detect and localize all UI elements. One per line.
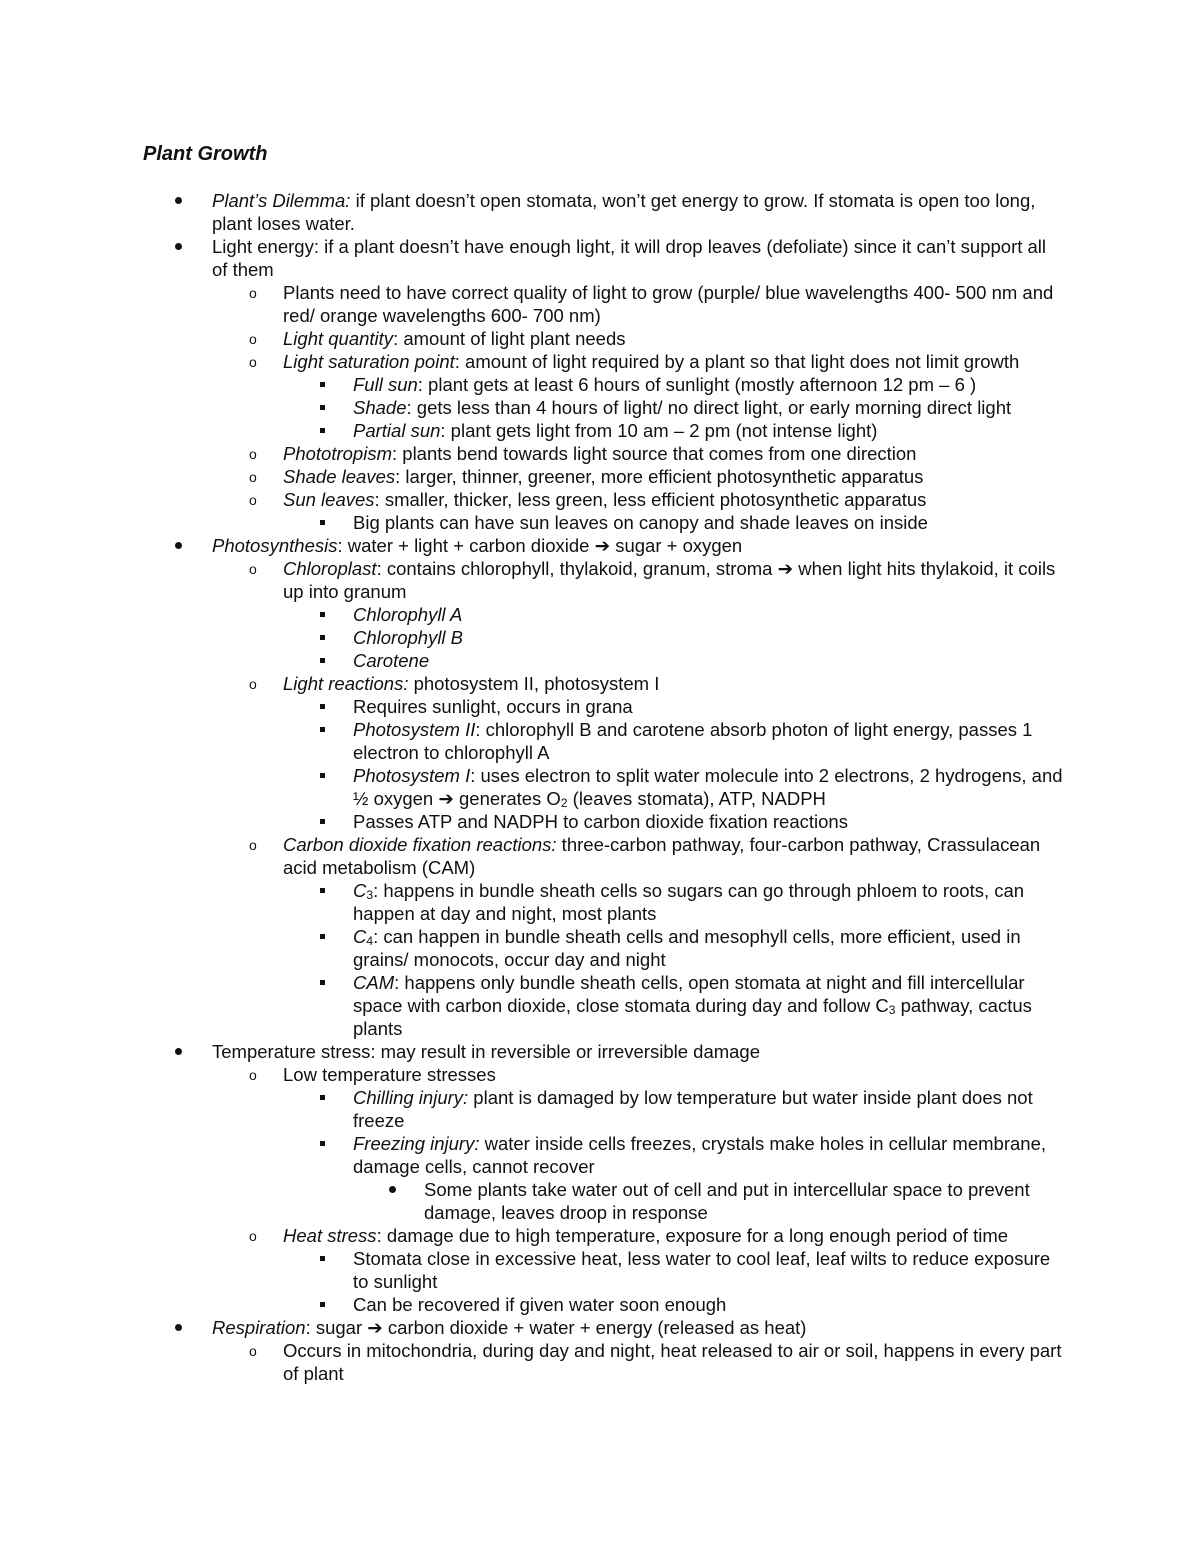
list-item: [353, 603, 1065, 626]
list-item-text: Full sun: plant gets at least 6 hours of sunlight (mostly afternoon 12 pm – 6 ): [353, 374, 977, 395]
list-item: [212, 1316, 1062, 1339]
list-item: [353, 649, 1065, 672]
list-item-text: Big plants can have sun leaves on canopy and shade leaves on inside: [353, 512, 928, 533]
page-title: Plant Growth: [143, 143, 268, 165]
list-item-text: Requires sunlight, occurs in grana: [353, 696, 633, 717]
list-item-text: Respiration: sugar ➔ carbon dioxide + water + energy (released as heat): [212, 1317, 807, 1338]
list-item: [212, 235, 1062, 281]
list-item-text: Plants need to have correct quality of light to grow (purple/ blue wavelengths 400- 500 nm and red/ orange wavelengths 600- 700 nm): [283, 282, 1054, 326]
list-item-text: Phototropism: plants bend towards light source that comes from one direction: [283, 443, 917, 464]
list-item-text: Can be recovered if given water soon enough: [353, 1294, 727, 1315]
list-item: o Phototropism: plants bend towards light source that comes from one direction: [249, 443, 917, 464]
list-item-text: Light quantity: amount of light plant needs: [283, 328, 626, 349]
list-item-text: $C_3$: happens in bundle sheath cells so sugars can go through phloem to roots, can happen at day and night, most plants: [353, 880, 1025, 924]
list-item: [353, 1086, 1065, 1132]
list-item: [353, 1247, 1065, 1293]
list-item: o Shade leaves: larger, thinner, greener, more efficient photosynthetic apparatus: [249, 466, 924, 487]
list-item: o Occurs in mitochondria, during day and night, heat released to air or soil, happens in every part of plant: [249, 1340, 1062, 1384]
list-item-text: Carotene: [353, 650, 430, 671]
list-item-text: Chloroplast: contains chlorophyll, thylakoid, granum, stroma ➔ when light hits thylakoid, it coils up into granum: [283, 558, 1056, 602]
list-item: [353, 925, 1065, 971]
list-item: [212, 534, 1062, 557]
list-item-text: Chlorophyll A: [353, 604, 463, 625]
list-item-text: Light energy: if a plant doesn’t have enough light, it will drop leaves (defoliate) since it can’t support all of them: [212, 236, 1047, 280]
list-item-text: Chilling injury: plant is damaged by low temperature but water inside plant does not freeze: [353, 1087, 1033, 1131]
list-item-text: Sun leaves: smaller, thicker, less green, less efficient photosynthetic apparatus: [283, 489, 927, 510]
list-item-text: Freezing injury: water inside cells freezes, crystals make holes in cellular membrane, damage cells, cannot recover: [353, 1133, 1046, 1177]
list-item: [212, 189, 1062, 235]
list-item-text: Partial sun: plant gets light from 10 am – 2 pm (not intense light): [353, 420, 878, 441]
list-item: o Plants need to have correct quality of light to grow (purple/ blue wavelengths 400- 500 nm and red/ orange wavelengths 600- 700 nm): [249, 282, 1054, 326]
list-item-text: Stomata close in excessive heat, less water to cool leaf, leaf wilts to reduce exposure to sunlight: [353, 1248, 1051, 1292]
list-item-text: Chlorophyll B: [353, 627, 464, 648]
list-item-text: Some plants take water out of cell and put in intercellular space to prevent damage, leaves droop in response: [424, 1179, 1030, 1223]
list-item-text: Heat stress: damage due to high temperature, exposure for a long enough period of time: [283, 1225, 1009, 1246]
list-item-text: Temperature stress: may result in reversible or irreversible damage: [212, 1041, 761, 1062]
list-item: [353, 1132, 1065, 1178]
list-item-text: Light reactions: photosystem II, photosystem I: [283, 673, 660, 694]
list-item: [353, 764, 1065, 810]
list-item: o Light saturation point: amount of light required by a plant so that light does not limit growth: [249, 351, 1020, 372]
list-item: [353, 396, 1065, 419]
list-item: [353, 695, 1065, 718]
list-item-text: Photosystem I: uses electron to split water molecule into 2 electrons, 2 hydrogens, and ½ oxygen ➔ generates $O_2$ (leaves stomata), ATP, NADPH: [353, 765, 1063, 810]
list-item-text: Plant’s Dilemma: if plant doesn’t open stomata, won’t get energy to grow. If stomata is open too long, plant loses water.: [212, 190, 1036, 234]
list-item: [353, 879, 1065, 925]
list-item: [353, 626, 1065, 649]
list-item: o Carbon dioxide fixation reactions: three-carbon pathway, four-carbon pathway, Crassulacean acid metabolism (CAM): [249, 834, 1041, 878]
list-item: [353, 373, 1065, 396]
list-item-text: CAM: happens only bundle sheath cells, open stomata at night and fill intercellular space with carbon dioxide, close stomata during day and follow $C_3$ pathway, cactus plants: [353, 972, 1032, 1039]
list-item-text: Shade leaves: larger, thinner, greener, more efficient photosynthetic apparatus: [283, 466, 924, 487]
list-item: o Low temperature stresses: [249, 1064, 496, 1085]
list-item: o Heat stress: damage due to high temperature, exposure for a long enough period of time: [249, 1225, 1009, 1246]
list-item-text: Photosynthesis: water + light + carbon dioxide ➔ sugar + oxygen: [212, 535, 743, 556]
list-item: [212, 1040, 1062, 1063]
list-item: o Light reactions: photosystem II, photosystem I: [249, 673, 660, 694]
list-item: o Chloroplast: contains chlorophyll, thylakoid, granum, stroma ➔ when light hits thylakoid, it coils up into granum: [249, 558, 1056, 602]
list-item-text: $C_4$: can happen in bundle sheath cells and mesophyll cells, more efficient, used in grains/ monocots, occur day and night: [353, 926, 1021, 970]
list-item-text: Carbon dioxide fixation reactions: three-carbon pathway, four-carbon pathway, Crassulacean acid metabolism (CAM): [283, 834, 1041, 878]
list-item: o Light quantity: amount of light plant needs: [249, 328, 626, 349]
list-item-text: Passes ATP and NADPH to carbon dioxide fixation reactions: [353, 811, 848, 832]
list-item: [353, 971, 1065, 1040]
list-item: o Sun leaves: smaller, thicker, less green, less efficient photosynthetic apparatus: [249, 489, 927, 510]
list-item-text: Low temperature stresses: [283, 1064, 496, 1085]
list-item: [353, 810, 1065, 833]
list-item: [353, 419, 1065, 442]
list-item-text: Occurs in mitochondria, during day and night, heat released to air or soil, happens in every part of plant: [283, 1340, 1062, 1384]
list-item-text: Shade: gets less than 4 hours of light/ no direct light, or early morning direct light: [353, 397, 1012, 418]
list-item: [353, 1293, 1065, 1316]
list-item-text: Light saturation point: amount of light required by a plant so that light does not limit growth: [283, 351, 1020, 372]
outline-list: [0, 189, 1200, 1385]
list-item: [424, 1178, 1074, 1224]
list-item-text: Photosystem II: chlorophyll B and carotene absorb photon of light energy, passes 1 electron to chlorophyll A: [353, 719, 1033, 763]
list-item: [353, 718, 1065, 764]
list-item: [353, 511, 1065, 534]
